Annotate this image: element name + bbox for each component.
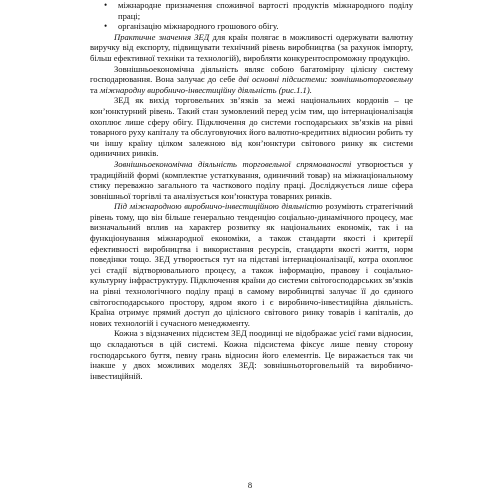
italic-term: міжнародною виробничо-інвестиційною діяльністю — [129, 201, 323, 212]
paragraph-subsystems: Кожна з відзначених підсистем ЗЕД поодинці не відображає усієї гами відносин, що складаються в цій системі. Кожна підсистема фіксує лише певну сторону господарського буття, певну грань відносин його елементів. Це виражається так чи інакше у двох можливих моделях ЗЕД: зовнішньоторговельній та виробничо-інвестиційній. — [90, 328, 413, 381]
paragraph-practical-significance: Практичне значення ЗЕД для країн полягає в можливості одержувати валютну виручку від експорту, підвищувати технічний рівень виробництва (за рахунок імпорту, більш ефективної техніки та технологій), виробляти конкурентоспроможну продукцію. — [90, 31, 414, 63]
figure-reference: (рис.1.1). — [276, 84, 312, 95]
italic-term: Практичне значення ЗЕД — [114, 31, 210, 42]
paragraph-conjuncture-level: ЗЕД як вихід торговельних зв’язків за межі національних кордонів – це кон’юнктурний рівень. Такий стан зумовлений перед усім тим, що інтернаціоналізація охоплює лише сферу обігу. Підключення до системи господарських зв’язків на рівні товарного руху капіталу та обслуговуючих його валютно-кредитних відносин робить ту чи іншу країну цілком залежною від кон’юнктури світового ринку як системи одиничних ринків. — [90, 95, 413, 159]
list-item: • міжнародне призначення споживчої вартості продуктів міжнародного поділу праці; — [90, 0, 413, 21]
page-body — [90, 0, 413, 381]
italic-term: дві основні підсистеми: зовнішньоторговельну — [238, 74, 413, 85]
paragraph-trade-activity: Зовнішньоекономічна діяльність торговельної спрямованості утворюється у традиційній формі (комплектне устаткування, одиничний товар) на міжнаціональному стику переважно загального та часткового поділу праці. Досліджується лише сфера зовнішньої торгівлі та аналізується кон’юнктура товарних ринків. — [90, 158, 413, 201]
italic-term: міжнародну виробничо-інвестиційну діяльність — [99, 84, 277, 95]
page-number: 8 — [247, 480, 253, 490]
paragraph-system-definition: Зовнішньоекономічна діяльність являє собою багатомірну цілісну систему господарювання. Вона залучає до себе дві основні підсистеми: зовнішньоторговельну та міжнародну виробничо-інвестиційну діяльність (рис.1.1). — [90, 63, 413, 95]
paragraph-investment-activity: Під міжнародною виробничо-інвестиційною діяльністю розуміють стратегічний рівень тому, що він більше генерально тенденцію соціально-динамічного процесу, має визначальний вплив на характер розвитку як національних економік, так і на функціонування міжнародної економіки, а також стандарти якості і критерії ефективності виробництва і використання ресурсів, стандарти якості життя, норм поведінки тощо. ЗЕД утворюється тут на підставі інтернаціоналізації, котра охоплює усі стадії відтворювального процесу, а також інформацію, правову і соціально-культурну інфраструктуру. Підключення країни до системи світогосподарських зв’язків на рівні технологічного поділу праці в самому виробництві залучає її до єдиного світогосподарського простору, ядром якого і є виробничо-інвестиційна діяльність. Країна отримує прямий доступ до цілісного світового ринку товарів і капіталів, до нових технологій і сучасного менеджменту. — [90, 201, 414, 328]
italic-term: Зовнішньоекономічна діяльність торговельної спрямованості — [114, 158, 352, 169]
list-item: • організацію міжнародного грошового обігу. — [90, 21, 413, 32]
